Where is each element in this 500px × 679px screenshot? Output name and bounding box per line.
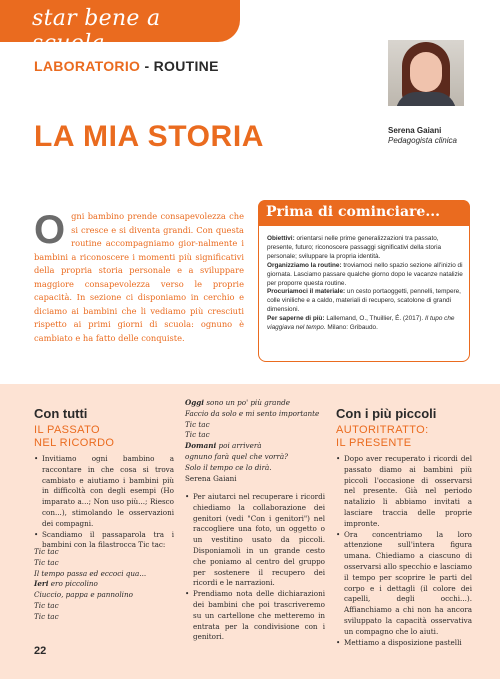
list-item: • Invitiamo ogni bambino a raccontare in che cosa si trova cambiato e aiutiamo i bambini più in difficoltà con degli esempi (Ho imparato a...; Non uso più...; Riesco con...), stimolando le osservazioni dei compagni. [34,454,174,530]
prep-box-title: Prima di cominciare... [258,200,470,226]
column-body-con-tutti [34,454,174,551]
activities-panel [0,384,500,679]
page-title: LA MIA STORIA [34,120,265,153]
prep-box-body [267,235,463,333]
author-name: Serena Gaiani [388,126,442,135]
intro-paragraph [34,210,244,345]
intro-dropcap: O [34,208,66,252]
column-subheading-passato: IL PASSATO NEL RICORDO [34,424,115,449]
page-number: 22 [34,645,47,657]
intro-text: gni bambino prende consapevolezza che si cresce e si diventa grandi. Con questa routine accompagniamo gior-nalmente i bambini a riconoscere i momenti più significativi della propria storia personale e a sviluppare maggiore consapevolezza verso le proprie capacità. In sezione ci disponiamo in cerchio e diciamo ai bambini che li vediamo più cresciuti rispetto ai primi giorni di scuola: ognuno è cambiato e ha fatto delle conquiste. [34,211,244,343]
list-item: • Mettiamo a disposizione pastelli [336,638,472,649]
list-item: • Scandiamo il passaparola tra i bambini con la filastrocca Tic tac: [34,530,174,552]
poem-tic-tac-part-1: Tic tac Tic tac Il tempo passa ed eccoci qua... Ieri ero piccolino Ciuccio, pappa e pannolino Tic tac Tic tac [34,547,147,621]
column-heading-piu-piccoli: Con i più piccoli [336,406,437,421]
list-item: • Ora concentriamo la loro attenzione sull'intera figura umana. Chiediamo a ciascuno di osservarsi allo specchio e lasciamo il tempo per scoprire le parti del corpo e i dettagli (il colore dei capelli, degli occhi...). Affianchiamo a chi non ha ancora sviluppato la capacità osservativa un compagno che lo aiuti. [336,530,472,638]
column-body-piu-piccoli [336,454,472,648]
section-header-label: star bene a scuola [32,6,161,56]
section-header-tab [0,0,240,56]
list-item: • Per aiutarci nel recuperare i ricordi chiediamo la collaborazione dei genitori (vedi "Con i genitori") nel raccogliere una foto, un oggetto o un vestitino usato da piccoli. Disponiamoli in un grande cesto che poniamo al centro del gruppo per sostenere il recupero dei ricordi e le narrazioni. [185,492,325,589]
section-label-routine: ROUTINE [153,58,219,74]
section-label-dash: - [144,58,150,74]
poem-tic-tac-part-2: Oggi sono un po' più grande Faccio da solo e mi sento importante Tic tac Tic tac Domani poi arriverà ognuno farà quel che vorrà? Solo il tempo ce lo dirà. [185,398,320,472]
prep-materials: Procuriamoci il materiale: un cesto portaoggetti, pennelli, tempere, colle viniliche e a caldo, materiali di recupero, scatolone di grandi dimensioni. [267,288,461,314]
list-item: • Dopo aver recuperato i ricordi del passato diamo ai bambini più piccoli l'occasione di osservarsi nel presente. Già nel periodo natalizio li abbiamo invitati a lasciare traccia delle proprie impronte. [336,454,472,530]
prep-objectives: Obiettivi: orientarsi nelle prime generalizzazioni tra passato, presente, futuro; riconoscere passaggi significativi della storia personale; sviluppare la propria identità. [267,235,442,260]
prep-box [258,200,470,362]
prep-further-reading: Per saperne di più: Lallemand, O., Thuillier, É. (2017). Il tupo che viaggiava nel tempo. Milano: Gribaudo. [267,315,455,332]
column-subheading-autoritratto: AUTORITRATTO: IL PRESENTE [336,424,429,449]
column-body-middle [185,492,325,643]
poem-signature: Serena Gaiani [185,474,237,483]
column-heading-con-tutti: Con tutti [34,406,88,421]
author-photo [388,40,464,106]
section-label [34,58,219,74]
list-item: • Prendiamo nota delle dichiarazioni dei bambini che poi trascriveremo su un cartellone che metteremo in entrata per la condivisione con i genitori. [185,589,325,643]
prep-organization: Organizziamo la routine: troviamoci nello spazio sezione all'inizio di giornata. Lasciamo passare qualche giorno dopo le vacanze natalizie per proporre questa routine. [267,261,463,287]
section-label-laboratorio: LABORATORIO [34,58,141,74]
author-role: Pedagogista clinica [388,136,457,145]
